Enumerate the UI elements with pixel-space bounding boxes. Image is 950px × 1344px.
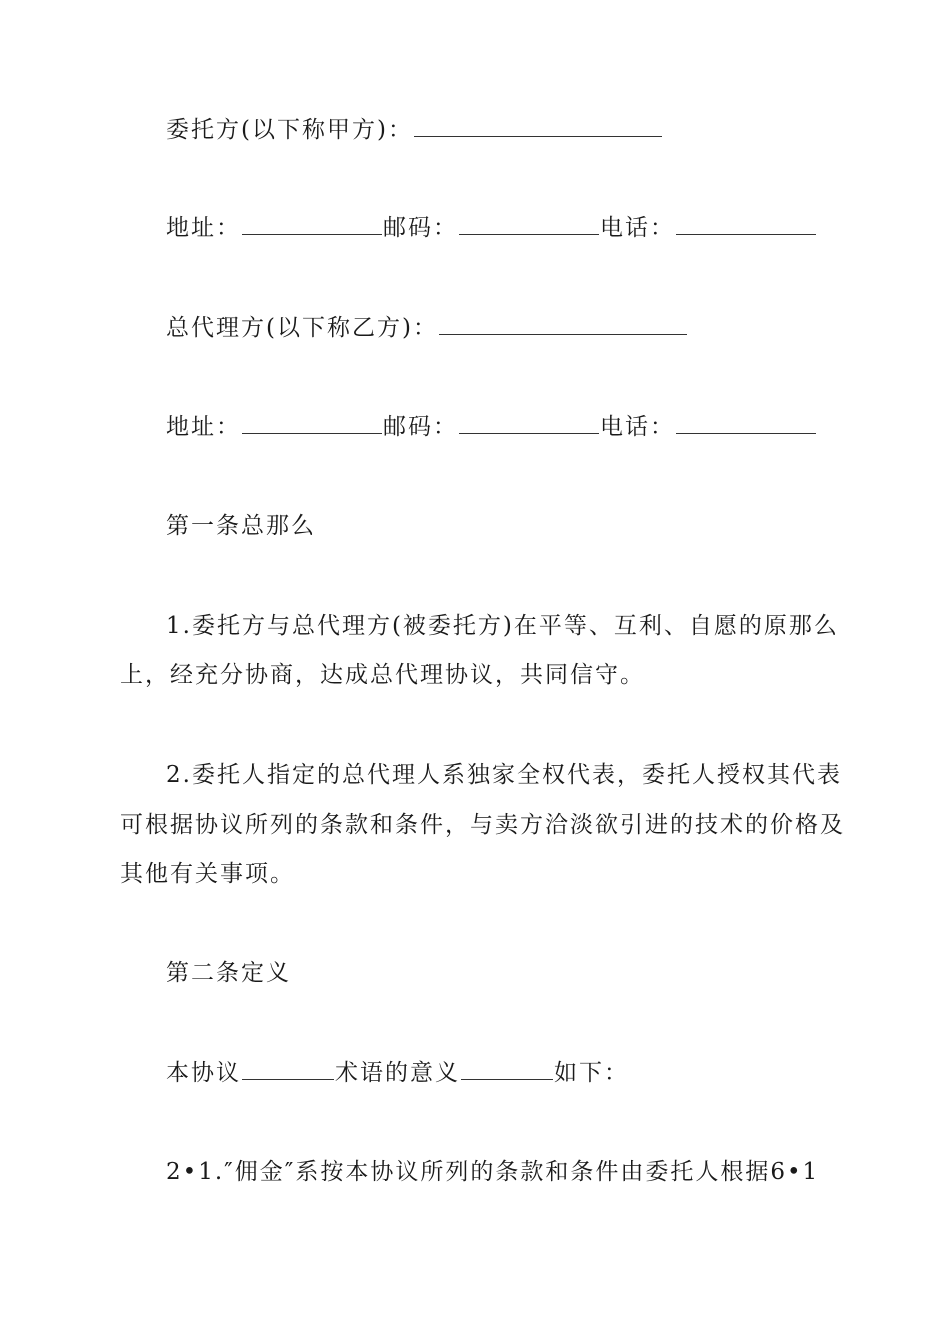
clause-2-1-line-1: 2•1.″佣金″系按本协议所列的条款和条件由委托人根据6•1 <box>166 1159 820 1185</box>
party-b-label: 总代理方(以下称乙方)： <box>166 315 438 341</box>
party-a-name-blank[interactable] <box>414 118 662 137</box>
party-b-name-blank[interactable] <box>439 316 687 335</box>
party-a-postcode-label: 邮码： <box>383 215 458 241</box>
article-2-blank-2[interactable] <box>461 1061 553 1080</box>
clause-2-line-1: 2.委托人指定的总代理人系独家全权代表，委托人授权其代表 <box>166 762 842 788</box>
party-b-postcode-label: 邮码： <box>383 414 458 440</box>
party-a-label: 委托方(以下称甲方)： <box>166 117 413 143</box>
party-a-phone-label: 电话： <box>600 215 675 241</box>
clause-1-line-1: 1.委托方与总代理方(被委托方)在平等、互利、自愿的原那么 <box>166 613 839 639</box>
party-a-contact-line <box>166 215 886 241</box>
clause-2-line-2: 可根据协议所列的条款和条件，与卖方洽淡欲引进的技术的价格及 <box>120 812 845 838</box>
article-2-intro-line <box>166 1060 886 1086</box>
article-1-heading: 第一条总那么 <box>166 513 316 539</box>
clause-1-line-2: 上，经充分协商，达成总代理协议，共同信守。 <box>120 662 645 688</box>
clause-2-line-3: 其他有关事项。 <box>120 861 295 887</box>
party-b-contact-line <box>166 414 886 440</box>
party-b-address-label: 地址： <box>166 414 241 440</box>
article-2-intro-part-1: 本协议 <box>166 1060 241 1086</box>
article-2-intro-part-2: 术语的意义 <box>335 1060 460 1086</box>
party-a-line <box>166 117 886 143</box>
party-b-postcode-blank[interactable] <box>459 415 599 434</box>
party-a-address-label: 地址： <box>166 215 241 241</box>
party-b-line <box>166 315 886 341</box>
party-b-phone-label: 电话： <box>600 414 675 440</box>
article-2-blank-1[interactable] <box>242 1061 334 1080</box>
party-b-address-blank[interactable] <box>242 415 382 434</box>
article-2-intro-part-3: 如下： <box>554 1060 629 1086</box>
party-a-postcode-blank[interactable] <box>459 216 599 235</box>
party-a-address-blank[interactable] <box>242 216 382 235</box>
article-2-heading: 第二条定义 <box>166 960 291 986</box>
party-a-phone-blank[interactable] <box>676 216 816 235</box>
party-b-phone-blank[interactable] <box>676 415 816 434</box>
